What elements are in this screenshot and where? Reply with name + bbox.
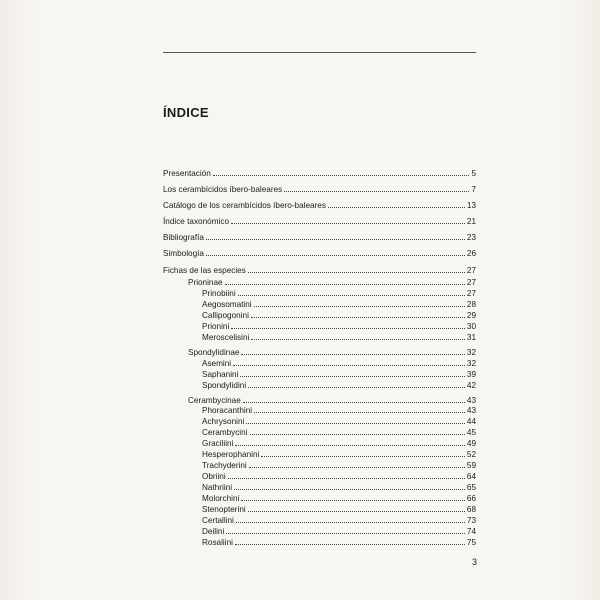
toc-tribe-entry bbox=[202, 449, 476, 460]
toc-entry-page: 52 bbox=[466, 450, 476, 460]
dot-leader bbox=[235, 537, 465, 545]
toc-entry-label: Nathriini bbox=[202, 483, 233, 493]
toc-entry-page: 44 bbox=[466, 417, 476, 427]
dot-leader bbox=[246, 416, 465, 424]
toc-entry-page: 74 bbox=[466, 526, 476, 536]
toc-tribe-entry bbox=[202, 288, 476, 299]
dot-leader bbox=[236, 515, 465, 523]
toc-tribe-entry bbox=[202, 471, 476, 482]
toc-entry-page: 27 bbox=[466, 266, 476, 275]
dot-leader bbox=[284, 184, 469, 192]
dot-leader bbox=[226, 526, 465, 534]
toc-entry-page: 39 bbox=[466, 369, 476, 379]
toc-entry-page: 75 bbox=[466, 537, 476, 547]
toc-entry-page: 7 bbox=[471, 185, 476, 194]
toc-entry-label: Prinobiini bbox=[202, 288, 236, 298]
toc-tribe-entry bbox=[202, 427, 476, 438]
toc-entry-page: 27 bbox=[466, 278, 476, 287]
toc-entry bbox=[163, 248, 476, 259]
toc-entry-page: 29 bbox=[466, 310, 476, 320]
toc-entry-label: Graciliini bbox=[202, 439, 234, 449]
toc-entry-label: Prionini bbox=[202, 321, 230, 331]
toc-entry-label: Stenopterini bbox=[202, 505, 246, 514]
toc-entry-page: 28 bbox=[466, 299, 476, 309]
toc-subfamily-entry bbox=[188, 395, 476, 406]
toc-entry bbox=[163, 216, 476, 227]
toc-entry-page: 21 bbox=[466, 217, 476, 226]
toc-entry-label: Prioninae bbox=[188, 278, 223, 287]
dot-leader bbox=[235, 438, 464, 446]
toc-entry-label: Fichas de las especies bbox=[163, 266, 246, 275]
page-title: ÍNDICE bbox=[163, 105, 209, 120]
dot-leader bbox=[248, 380, 465, 388]
toc-tribe-entry bbox=[202, 299, 476, 310]
toc-entry bbox=[163, 184, 476, 195]
toc-entry-label: Aegosomatini bbox=[202, 299, 252, 309]
toc-entry bbox=[163, 265, 476, 276]
toc-entry-page: 73 bbox=[466, 515, 476, 525]
toc-entry bbox=[163, 168, 476, 179]
toc-entry-page: 31 bbox=[466, 332, 476, 342]
toc-entry-label: Molorchini bbox=[202, 494, 240, 504]
dot-leader bbox=[251, 332, 465, 340]
toc-tribe-entry bbox=[202, 332, 476, 343]
toc-tribe-entry bbox=[202, 380, 476, 391]
toc-entry-page: 30 bbox=[466, 321, 476, 331]
toc-tribe-entry bbox=[202, 358, 476, 369]
toc-entry-page: 26 bbox=[466, 249, 476, 258]
dot-leader bbox=[228, 471, 465, 479]
toc-entry-label: Deilini bbox=[202, 526, 225, 536]
toc-entry-page: 43 bbox=[466, 406, 476, 416]
toc-entry-label: Catálogo de los cerambícidos íbero-baleares bbox=[163, 201, 326, 210]
toc-entry-page: 32 bbox=[466, 358, 476, 368]
dot-leader bbox=[233, 358, 465, 366]
toc-tribe-entry bbox=[202, 493, 476, 504]
dot-leader bbox=[240, 369, 464, 377]
toc-tribe-entry bbox=[202, 537, 476, 548]
toc-entry-page: 49 bbox=[466, 439, 476, 449]
toc-entry-page: 23 bbox=[466, 233, 476, 242]
dot-leader bbox=[250, 427, 465, 435]
toc-tribe-entry bbox=[202, 526, 476, 537]
toc-tribe-entry bbox=[202, 482, 476, 493]
toc-tribe-entry bbox=[202, 515, 476, 526]
dot-leader bbox=[251, 310, 465, 318]
toc-entry-page: 65 bbox=[466, 483, 476, 493]
dot-leader bbox=[254, 405, 465, 413]
toc-entry-page: 59 bbox=[466, 461, 476, 471]
dot-leader bbox=[254, 299, 465, 307]
toc-tribe-entry bbox=[202, 369, 476, 380]
toc-entry-page: 45 bbox=[466, 428, 476, 438]
dot-leader bbox=[213, 168, 470, 176]
dot-leader bbox=[243, 395, 465, 403]
toc-entry-label: Los cerambícidos íbero-baleares bbox=[163, 185, 283, 194]
toc-subfamily-entry bbox=[188, 347, 476, 358]
dot-leader bbox=[206, 232, 465, 240]
toc-entry-label: Simbología bbox=[163, 249, 204, 258]
dot-leader bbox=[231, 216, 465, 224]
toc-entry-label: Spondylidinae bbox=[188, 347, 240, 357]
toc-tribe-entry bbox=[202, 405, 476, 416]
toc-entry-label: Presentación bbox=[163, 169, 211, 178]
dot-leader bbox=[328, 200, 465, 208]
toc-tribe-entry bbox=[202, 504, 476, 515]
toc-entry-page: 42 bbox=[466, 380, 476, 390]
dot-leader bbox=[241, 347, 464, 355]
toc-entry bbox=[163, 232, 476, 243]
dot-leader bbox=[206, 248, 465, 256]
toc-entry-page: 68 bbox=[466, 505, 476, 514]
toc-entry-page: 32 bbox=[466, 347, 476, 357]
toc-entry-label: Asemini bbox=[202, 358, 232, 368]
toc-entry-label: Bibliografía bbox=[163, 233, 204, 242]
toc-entry-label: Trachyderini bbox=[202, 461, 247, 471]
toc-tribe-entry bbox=[202, 321, 476, 332]
toc-entry bbox=[163, 200, 476, 211]
toc-entry-page: 13 bbox=[466, 201, 476, 210]
toc-entry-label: Phoracanthini bbox=[202, 406, 253, 416]
toc-entry-label: Meroscelisini bbox=[202, 332, 250, 342]
header-rule bbox=[163, 52, 476, 53]
toc-entry-label: Obriini bbox=[202, 472, 226, 482]
toc-entry-label: Achrysonini bbox=[202, 417, 245, 427]
dot-leader bbox=[225, 277, 465, 285]
toc-entry-page: 66 bbox=[466, 494, 476, 504]
toc-entry-label: Cerambycini bbox=[202, 428, 248, 438]
toc-entry-label: Certallini bbox=[202, 515, 234, 525]
dot-leader bbox=[234, 482, 465, 490]
toc-entry-page: 64 bbox=[466, 472, 476, 482]
toc-entry-label: Callipogonini bbox=[202, 310, 249, 320]
toc-entry-page: 5 bbox=[471, 169, 476, 178]
dot-leader bbox=[261, 449, 465, 457]
toc-tribe-entry bbox=[202, 416, 476, 427]
page-number: 3 bbox=[472, 557, 478, 567]
dot-leader bbox=[249, 460, 465, 468]
toc-entry-label: Hesperophanini bbox=[202, 450, 260, 460]
dot-leader bbox=[248, 504, 465, 512]
dot-leader bbox=[248, 265, 465, 273]
toc-subfamily-entry bbox=[188, 277, 476, 288]
toc-tribe-entry bbox=[202, 438, 476, 449]
toc-entry-page: 43 bbox=[466, 395, 476, 405]
toc-entry-page: 27 bbox=[466, 288, 476, 298]
dot-leader bbox=[238, 288, 465, 296]
toc-tribe-entry bbox=[202, 460, 476, 471]
toc-tribe-entry bbox=[202, 310, 476, 321]
dot-leader bbox=[241, 493, 465, 501]
toc-entry-label: Saphanini bbox=[202, 369, 239, 379]
toc-entry-label: Spondylidini bbox=[202, 380, 247, 390]
toc-entry-label: Rosaliini bbox=[202, 537, 233, 547]
dot-leader bbox=[231, 321, 465, 329]
toc-entry-label: Cerambycinae bbox=[188, 395, 241, 405]
toc-entry-label: Índice taxonómico bbox=[163, 217, 229, 226]
